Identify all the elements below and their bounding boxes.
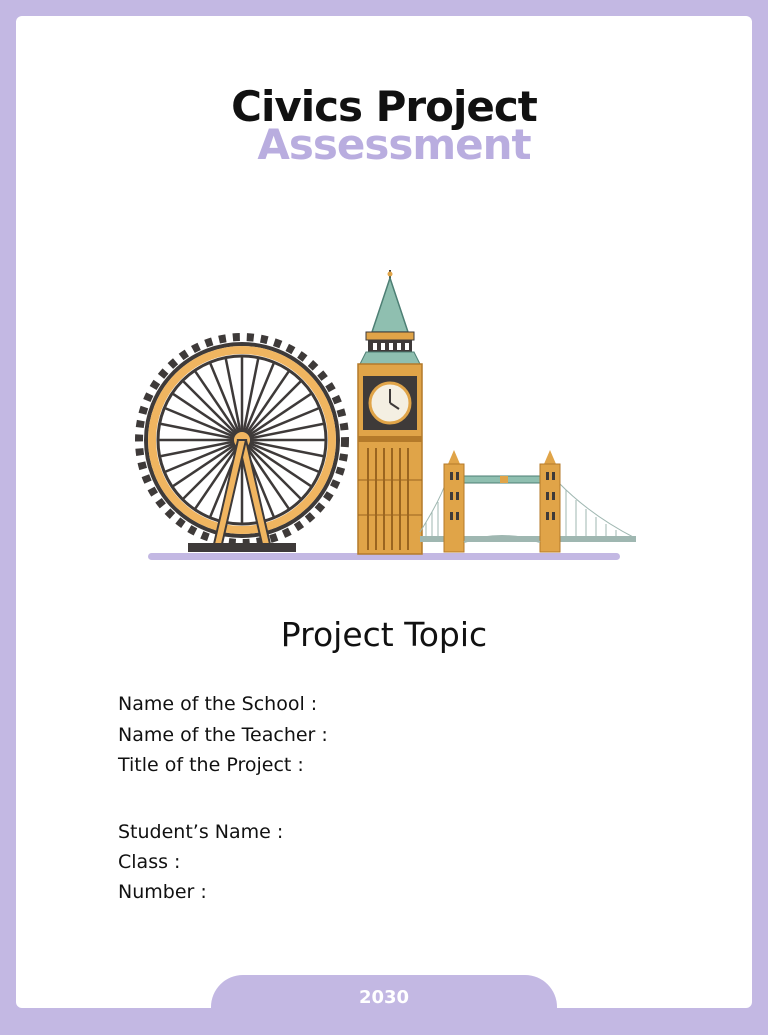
- title-line-2: Assessment: [257, 120, 531, 169]
- field-school-name: Name of the School :: [118, 693, 318, 715]
- field-project-title: Title of the Project :: [118, 754, 304, 776]
- london-landmarks-illustration: [120, 260, 650, 570]
- project-topic: Project Topic: [280, 615, 488, 654]
- title-line-1: Civics Project: [231, 82, 537, 131]
- field-number: Number :: [118, 881, 207, 903]
- ferris-wheel-icon: [139, 337, 345, 552]
- clock-tower-icon: [358, 270, 422, 554]
- tower-bridge-icon: [420, 450, 636, 552]
- field-class: Class :: [118, 851, 181, 873]
- footer-year: 2030: [358, 987, 410, 1008]
- field-teacher-name: Name of the Teacher :: [118, 724, 328, 746]
- field-student-name: Student’s Name :: [118, 821, 284, 843]
